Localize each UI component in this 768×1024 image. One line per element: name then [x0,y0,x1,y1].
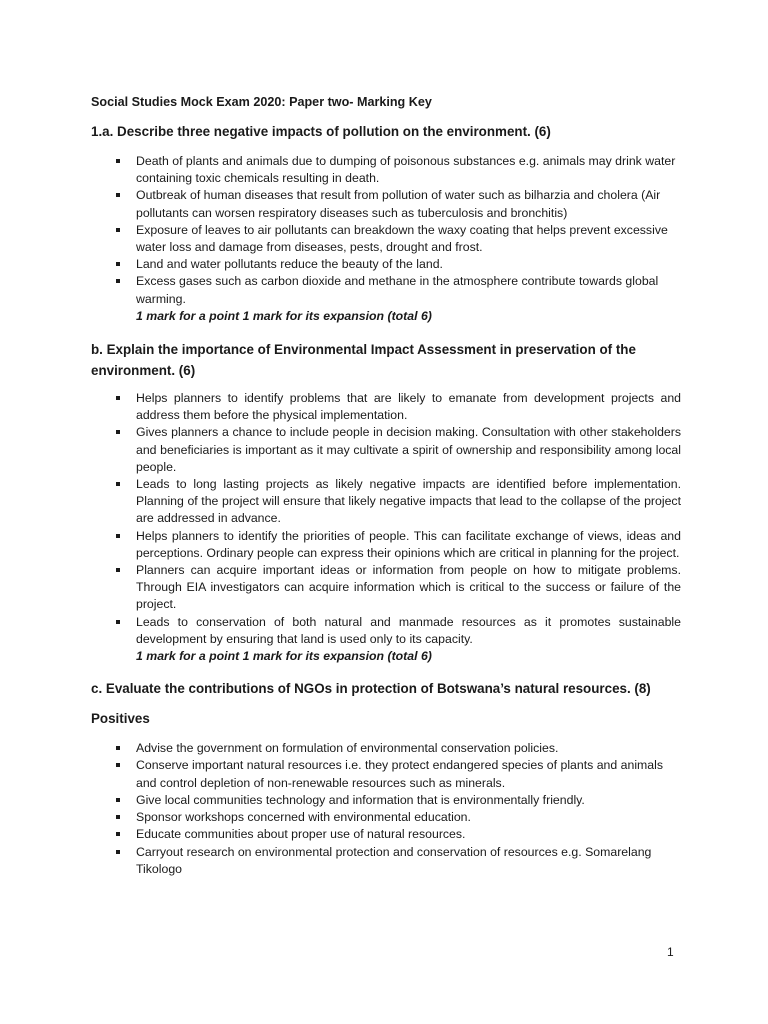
list-item: Conserve important natural resources i.e. they protect endangered species of plants and animals and control depletion of non-renewable resources such as minerals. [91,757,681,791]
list-item: Death of plants and animals due to dumping of poisonous substances e.g. animals may drink water containing toxic chemicals resulting in death. [91,153,681,187]
list-item: Gives planners a chance to include people in decision making. Consultation with other stakeholders and beneficiaries is important as it may cultivate a spirit of ownership and responsibility among local people. [91,424,681,476]
document-title: Social Studies Mock Exam 2020: Paper two- Marking Key [91,95,432,109]
question-1a-answer-list [91,153,681,308]
list-item: Planners can acquire important ideas or information from people on how to mitigate problems. Through EIA investigators can acquire information which is critical to the success or failure of the project. [91,562,681,614]
list-item: Advise the government on formulation of environmental conservation policies. [91,740,681,757]
question-1b-answer-list [91,390,681,648]
question-1a-section [91,122,681,325]
list-item: Land and water pollutants reduce the beauty of the land. [91,256,681,273]
question-1b-mark-note: 1 mark for a point 1 mark for its expansion (total 6) [136,649,432,664]
question-1b-section [91,339,681,665]
list-item: Helps planners to identify problems that are likely to emanate from development projects and address them before the physical implementation. [91,390,681,424]
question-1a-heading: 1.a. Describe three negative impacts of pollution on the environment. (6) [91,124,551,139]
list-item: Leads to conservation of both natural and manmade resources as it promotes sustainable development by ensuring that land is used only to its capacity. [91,614,681,648]
list-item: Excess gases such as carbon dioxide and methane in the atmosphere contribute towards global warming. [91,273,681,307]
list-item: Exposure of leaves to air pollutants can breakdown the waxy coating that helps prevent excessive water loss and damage from diseases, pests, drought and frost. [91,222,681,256]
question-1c-answer-list [91,740,681,878]
question-1c-heading: c. Evaluate the contributions of NGOs in protection of Botswana’s natural resources. (8) [91,681,651,697]
list-item: Carryout research on environmental protection and conservation of resources e.g. Somarelang Tikologo [91,844,681,878]
list-item: Leads to long lasting projects as likely negative impacts are identified before implementation. Planning of the project will ensure that likely negative impacts that lead to the collapse of the project are addressed in advance. [91,476,681,528]
question-1c-section [91,679,681,878]
question-1b-heading: b. Explain the importance of Environmental Impact Assessment in preservation of the environment. (6) [91,342,636,379]
list-item: Give local communities technology and information that is environmentally friendly. [91,792,681,809]
list-item: Helps planners to identify the priorities of people. This can facilitate exchange of views, ideas and perceptions. Ordinary people can express their opinions which are critical in planning for the project. [91,528,681,562]
positives-heading: Positives [91,711,150,727]
page-content [91,93,681,878]
list-item: Sponsor workshops concerned with environmental education. [91,809,681,826]
list-item: Outbreak of human diseases that result from pollution of water such as bilharzia and cholera (Air pollutants can worsen respiratory diseases such as tuberculosis and bronchitis) [91,187,681,221]
list-item: Educate communities about proper use of natural resources. [91,826,681,843]
page-number: 1 [667,945,674,959]
question-1a-mark-note: 1 mark for a point 1 mark for its expansion (total 6) [136,308,432,323]
